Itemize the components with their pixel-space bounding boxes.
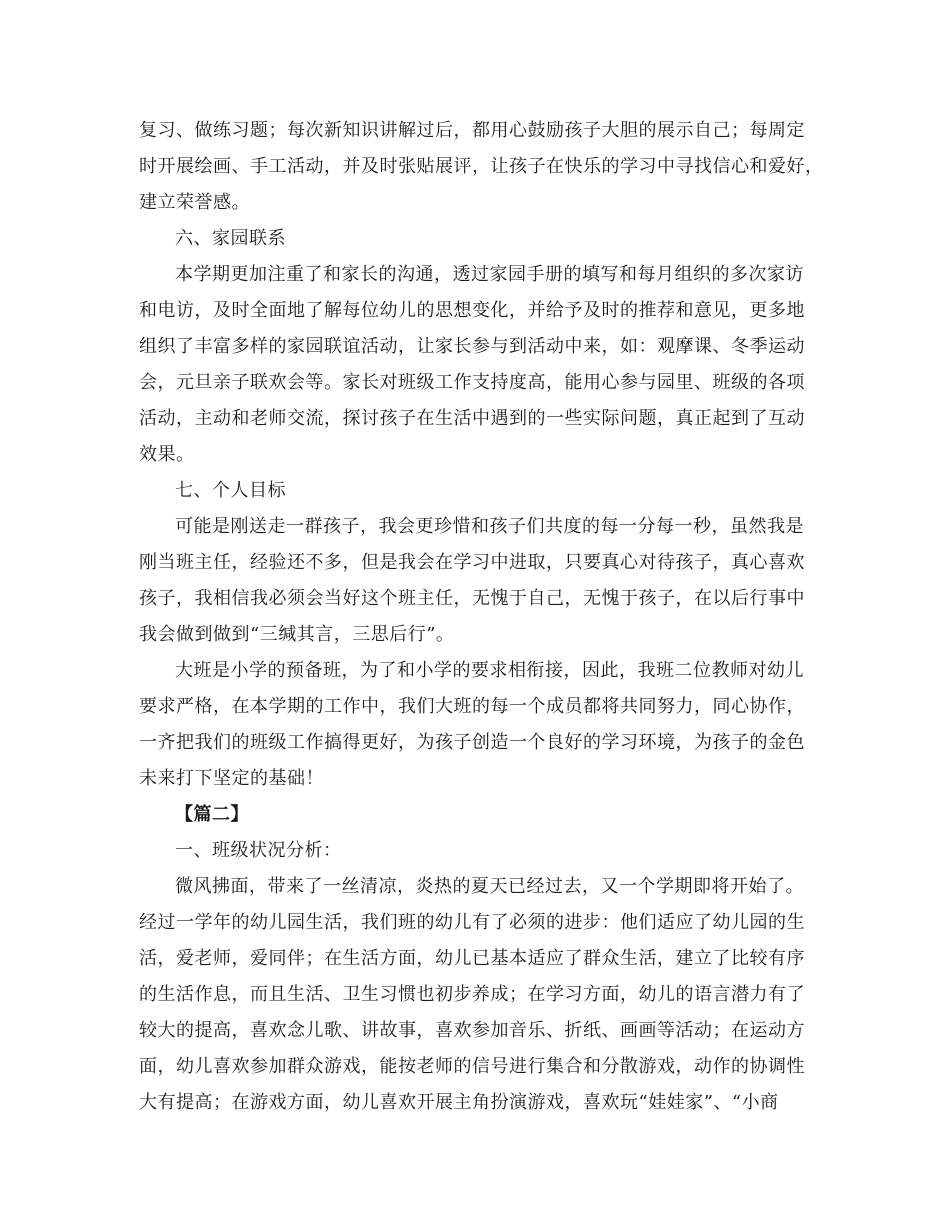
text-line: 大班是小学的预备班，为了和小学的要求相衔接，因此，我班二位教师对幼儿 <box>175 660 804 681</box>
text-line: 未来打下坚定的基础！ <box>139 768 324 789</box>
part-two-heading: 【篇二】 <box>175 804 249 825</box>
text-line: 要求严格，在本学期的工作中，我们大班的每一个成员都将共同努力，同心协作， <box>139 696 805 717</box>
text-line: 大有提高；在游戏方面，幼儿喜欢开展主角扮演游戏，喜欢玩“娃娃家”、“小商 <box>139 1092 779 1113</box>
text-line: 我会做到做到“三缄其言，三思后行”。 <box>139 624 455 645</box>
text-line: 经过一学年的幼儿园生活，我们班的幼儿有了必须的进步：他们适应了幼儿园的生 <box>139 912 805 933</box>
text-line: 较大的提高，喜欢念儿歌、讲故事，喜欢参加音乐、折纸、画画等活动；在运动方 <box>139 1020 805 1041</box>
text-line: 微风拂面，带来了一丝清凉，炎热的夏天已经过去，又一个学期即将开始了。 <box>175 876 804 897</box>
text-line: 会，元旦亲子联欢会等。家长对班级工作支持度高，能用心参与园里、班级的各项 <box>139 372 805 393</box>
section-heading-home-school: 六、家园联系 <box>175 228 286 249</box>
text-line: 时开展绘画、手工活动，并及时张贴展评，让孩子在快乐的学习中寻找信心和爱好， <box>139 156 824 177</box>
text-line: 复习、做练习题；每次新知识讲解过后，都用心鼓励孩子大胆的展示自己；每周定 <box>139 120 805 141</box>
text-line: 活动，主动和老师交流，探讨孩子在生活中遇到的一些实际问题，真正起到了互动 <box>139 408 805 429</box>
text-line: 面，幼儿喜欢参加群众游戏，能按老师的信号进行集合和分散游戏，动作的协调性 <box>139 1056 805 1077</box>
section-heading-class-analysis: 一、班级状况分析： <box>175 840 342 861</box>
text-line: 孩子，我相信我必须会当好这个班主任，无愧于自己，无愧于孩子，在以后行事中 <box>139 588 805 609</box>
text-line: 和电访，及时全面地了解每位幼儿的思想变化，并给予及时的推荐和意见，更多地 <box>139 300 805 321</box>
text-line: 效果。 <box>139 444 195 465</box>
text-line: 一齐把我们的班级工作搞得更好，为孩子创造一个良好的学习环境，为孩子的金色 <box>139 732 805 753</box>
text-line: 刚当班主任，经验还不多，但是我会在学习中进取，只要真心对待孩子，真心喜欢 <box>139 552 805 573</box>
text-line: 建立荣誉感。 <box>139 192 250 213</box>
text-line: 可能是刚送走一群孩子，我会更珍惜和孩子们共度的每一分每一秒，虽然我是 <box>175 516 804 537</box>
text-line: 的生活作息，而且生活、卫生习惯也初步养成；在学习方面，幼儿的语言潜力有了 <box>139 984 805 1005</box>
text-line: 活，爱老师，爱同伴；在生活方面，幼儿已基本适应了群众生活，建立了比较有序 <box>139 948 805 969</box>
text-line: 本学期更加注重了和家长的沟通，透过家园手册的填写和每月组织的多次家访 <box>175 264 804 285</box>
text-line: 组织了丰富多样的家园联谊活动，让家长参与到活动中来，如：观摩课、冬季运动 <box>139 336 805 357</box>
section-heading-personal-goals: 七、个人目标 <box>175 480 286 501</box>
document-body <box>139 113 824 1121</box>
